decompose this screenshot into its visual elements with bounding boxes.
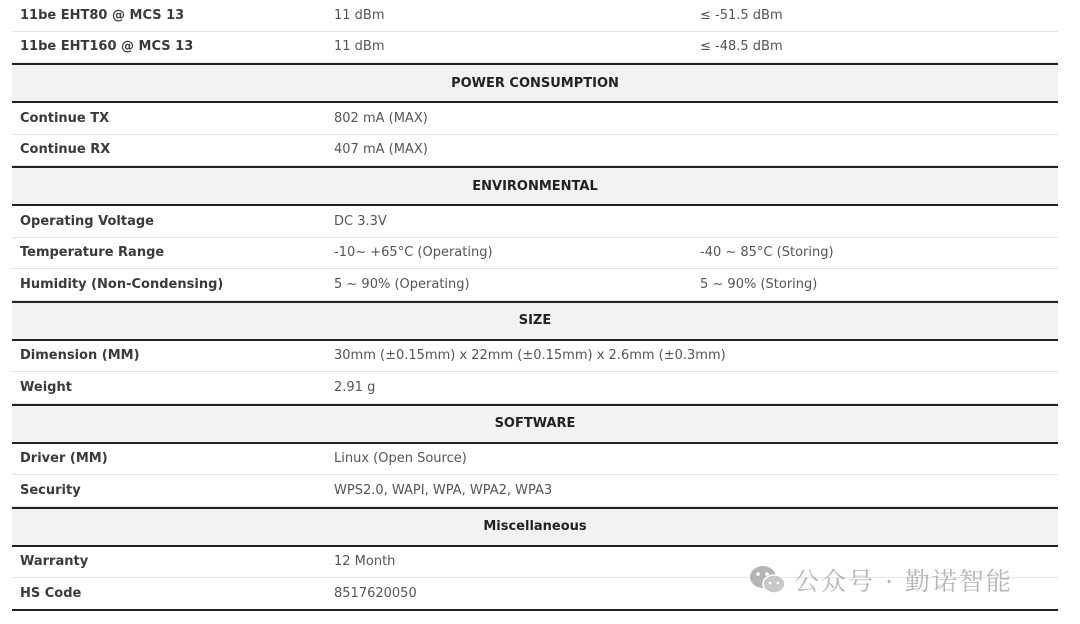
section-header-software: SOFTWARE bbox=[12, 404, 1058, 444]
spec-value: 802 mA (MAX) bbox=[334, 110, 428, 126]
table-row bbox=[12, 135, 1058, 167]
table-row bbox=[12, 103, 1058, 135]
spec-label: Continue TX bbox=[20, 110, 110, 126]
spec-value: 5 ~ 90% (Operating) bbox=[334, 276, 470, 292]
table-row bbox=[12, 444, 1058, 476]
spec-value: DC 3.3V bbox=[334, 213, 387, 229]
spec-value: -10~ +65°C (Operating) bbox=[334, 245, 493, 261]
spec-label: Weight bbox=[20, 379, 72, 395]
spec-value: 30mm (±0.15mm) x 22mm (±0.15mm) x 2.6mm (±0.3mm) bbox=[334, 348, 726, 364]
spec-label: Driver (MM) bbox=[20, 451, 108, 467]
spec-value: 11 dBm bbox=[334, 7, 385, 23]
spec-value-secondary: ≤ -48.5 dBm bbox=[700, 39, 783, 55]
table-row bbox=[12, 269, 1058, 301]
spec-label: 11be EHT160 @ MCS 13 bbox=[20, 39, 194, 55]
spec-label: 11be EHT80 @ MCS 13 bbox=[20, 7, 185, 23]
spec-value: 2.91 g bbox=[334, 379, 376, 395]
table-row bbox=[12, 475, 1058, 507]
spec-value-secondary: -40 ~ 85°C (Storing) bbox=[700, 245, 834, 261]
table-row bbox=[12, 341, 1058, 373]
spec-value-secondary: 5 ~ 90% (Storing) bbox=[700, 276, 818, 292]
section-header-environmental: ENVIRONMENTAL bbox=[12, 166, 1058, 206]
section-header-miscellaneous: Miscellaneous bbox=[12, 507, 1058, 547]
spec-label: Temperature Range bbox=[20, 245, 165, 261]
spec-value: Linux (Open Source) bbox=[334, 451, 467, 467]
spec-value: 11 dBm bbox=[334, 39, 385, 55]
spec-label: Security bbox=[20, 482, 81, 498]
table-row bbox=[12, 0, 1058, 32]
spec-value-secondary: ≤ -51.5 dBm bbox=[700, 7, 783, 23]
spec-table bbox=[12, 0, 1058, 611]
spec-label: Continue RX bbox=[20, 142, 111, 158]
section-header-size: SIZE bbox=[12, 301, 1058, 341]
spec-label: Dimension (MM) bbox=[20, 348, 140, 364]
section-header-power: POWER CONSUMPTION bbox=[12, 63, 1058, 103]
spec-value: WPS2.0, WAPI, WPA, WPA2, WPA3 bbox=[334, 482, 553, 498]
spec-label: Operating Voltage bbox=[20, 213, 154, 229]
watermark-text: 公众号 · 勤诺智能 bbox=[794, 567, 1013, 596]
spec-value: 8517620050 bbox=[334, 585, 417, 601]
wechat-icon bbox=[748, 564, 788, 596]
spec-value: 12 Month bbox=[334, 554, 396, 570]
spec-label: Humidity (Non-Condensing) bbox=[20, 276, 224, 292]
spec-label: Warranty bbox=[20, 554, 89, 570]
spec-value: 407 mA (MAX) bbox=[334, 142, 428, 158]
watermark bbox=[748, 562, 1013, 598]
table-row bbox=[12, 372, 1058, 404]
spec-label: HS Code bbox=[20, 585, 82, 601]
table-row bbox=[12, 32, 1058, 64]
table-row bbox=[12, 206, 1058, 238]
table-row bbox=[12, 238, 1058, 270]
